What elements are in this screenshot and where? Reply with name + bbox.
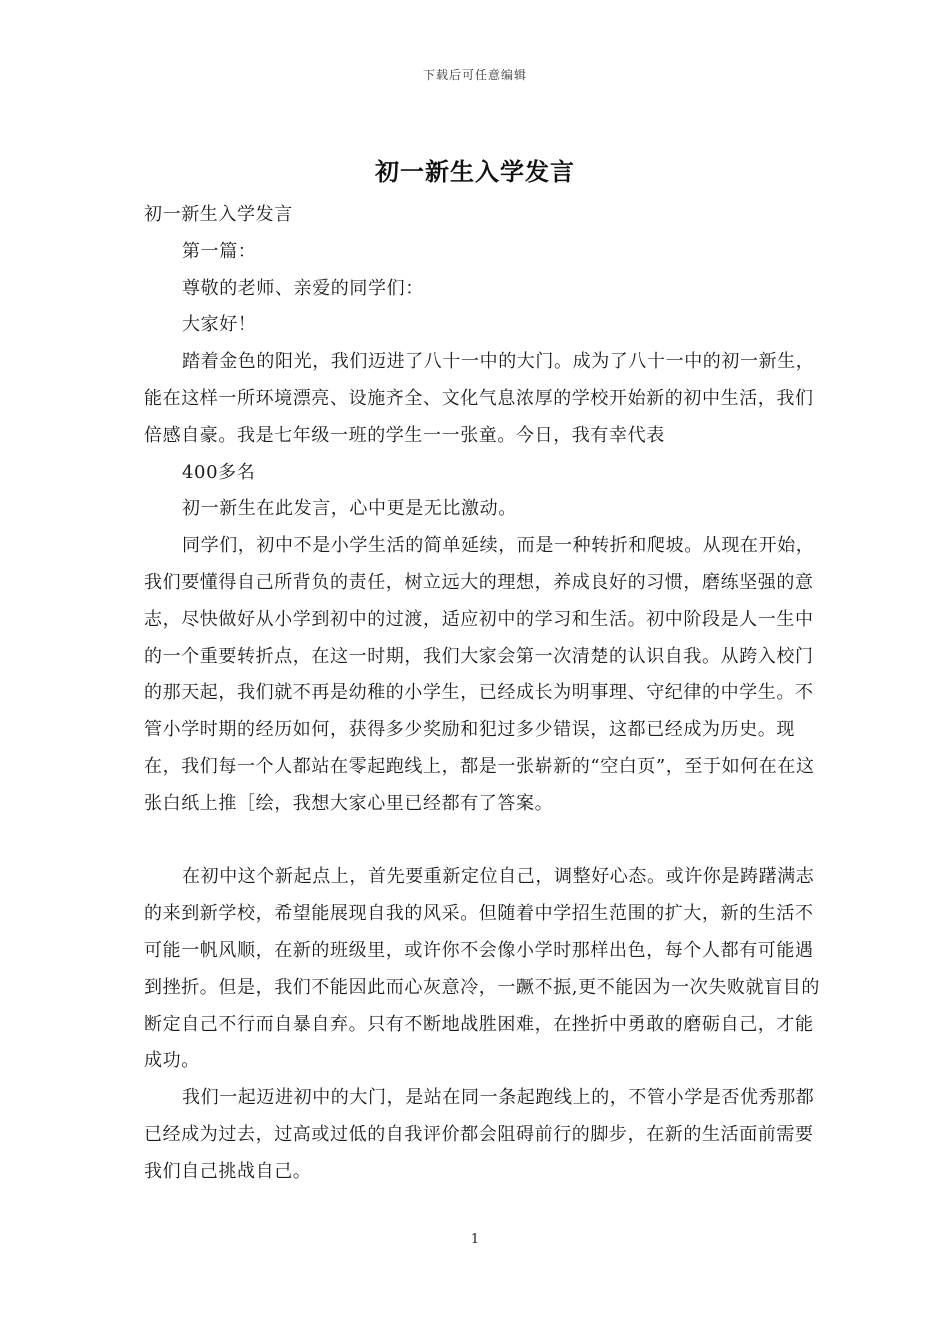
paragraph: 我们一起迈进初中的大门，是站在同一条起跑线上的，不管小学是否优秀那都已经成为过去，过高或过低的自我评价都会阻碍前行的脚步，在新的生活面前需要我们自己挑战自己。 — [144, 1087, 815, 1182]
document-title: 初一新生入学发言 — [375, 157, 575, 186]
paragraph: 初一新生在此发言，心中更是无比激动。 — [182, 498, 517, 520]
paragraph: 400多名 — [182, 461, 256, 483]
page-number: 1 — [470, 1232, 480, 1247]
section-label: 第一篇： — [182, 240, 257, 262]
subtitle-line: 初一新生入学发言 — [144, 204, 293, 225]
greeting: 大家好！ — [182, 314, 257, 336]
paragraph: 同学们，初中不是小学生活的简单延续，而是一种转折和爬坡。从现在开始，我们要懂得自己所背负的责任，树立远大的理想，养成良好的习惯，磨练坚强的意志，尽快做好从小学到初中的过渡，适应初中的学习和生活。初中阶段是人一生中的一个重要转折点，在这一时期，我们大家会第一次清楚的认识自我。从跨入校门的那天起，我们就不再是幼稚的小学生，已经成长为明事理、守纪律的中学生。不管小学时期的经历如何，获得多少奖励和犯过多少错误，这都已经成为历史。现在，我们每一个人都站在零起跑线上，都是一张崭新的“空白页”，至于如何在在这张白纸上推［绘，我想大家心里已经都有了答案。 — [144, 535, 815, 814]
paragraph: 踏着金色的阳光，我们迈进了八十一中的大门。成为了八十一中的初一新生，能在这样一所环境漂亮、设施齐全、文化气息浓厚的学校开始新的初中生活，我们倍感自豪。我是七年级一班的学生一一张童。今日，我有幸代表 — [144, 351, 815, 446]
header-note: 下载后可任意编辑 — [422, 68, 527, 82]
document-body — [144, 197, 824, 1191]
paragraph: 在初中这个新起点上，首先要重新定位自己，调整好心态。或许你是踌躇满志的来到新学校，希望能展现自我的风采。但随着中学招生范围的扩大，新的生活不可能一帆风顺，在新的班级里，或许你不会像小学时那样出色，每个人都有可能遇到挫折。但是，我们不能因此而心灰意冷，一蹶不振,更不能因为一次失败就盲目的断定自己不行而自暴自弃。只有不断地战胜困难，在挫折中勇敢的磨砺自己，才能成功。 — [144, 866, 820, 1072]
salutation: 尊敬的老师、亲爱的同学们： — [182, 277, 424, 299]
paragraph-gap — [144, 823, 824, 860]
